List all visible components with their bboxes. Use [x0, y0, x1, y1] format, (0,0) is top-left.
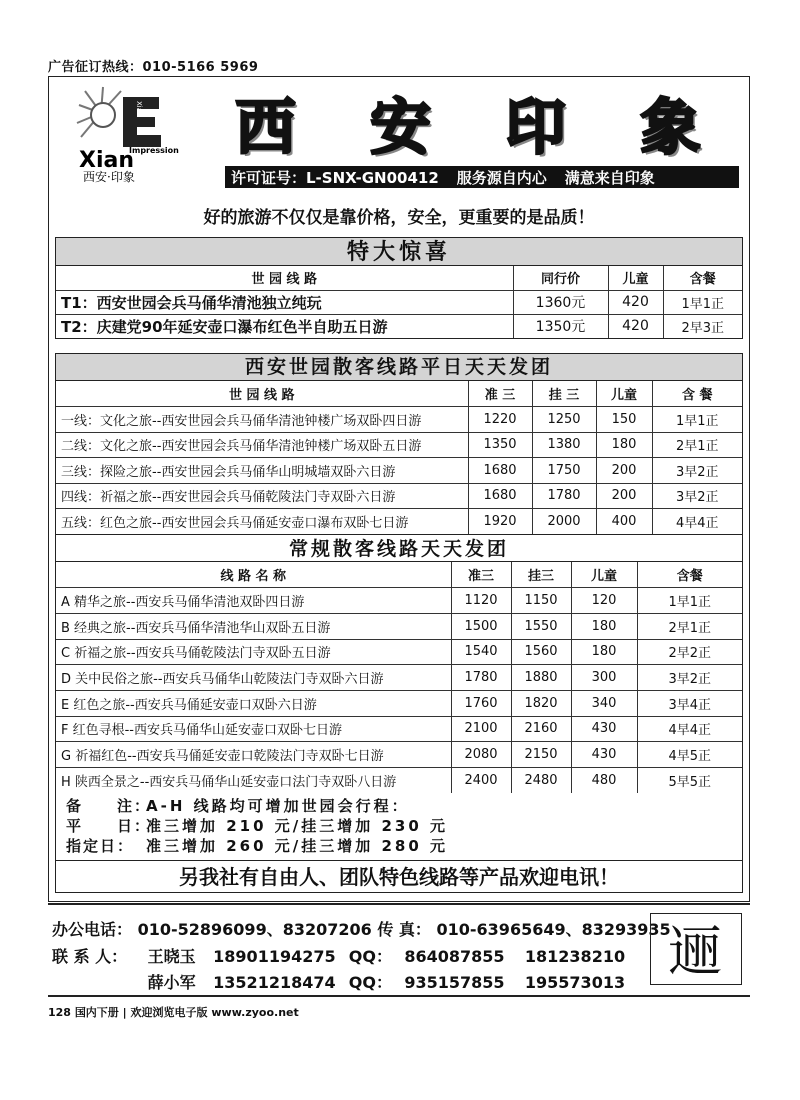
- col-header: 线 路 名 称: [56, 562, 451, 588]
- office-phone-row: [52, 917, 671, 940]
- motto-1: 服务源自内心: [456, 168, 547, 187]
- footer-separator: |: [122, 1006, 127, 1019]
- price-a: 1760: [451, 690, 511, 716]
- office-phone: 010-52896099、83207206: [137, 920, 372, 939]
- svg-text:Impression: Impression: [129, 146, 179, 155]
- child-price: 420: [608, 314, 663, 338]
- col-header: 含餐: [637, 562, 742, 588]
- table-row: [56, 407, 742, 433]
- table-row: [56, 742, 742, 768]
- note-text: 准三增加 260 元/挂三增加 280 元: [146, 837, 448, 856]
- note-text: 准三增加 210 元/挂三增加 230 元: [146, 817, 448, 836]
- route-name: 二线：文化之旅--西安世园会兵马俑华清池钟楼广场双卧五日游: [56, 432, 468, 458]
- route-name: D 关中民俗之旅--西安兵马俑华山乾陵法门寺双卧六日游: [56, 665, 451, 691]
- price-a: 1780: [451, 665, 511, 691]
- route-name: C 祈福之旅--西安兵马俑乾陵法门寺双卧五日游: [56, 639, 451, 665]
- table-row: [56, 639, 742, 665]
- child-price: 430: [571, 742, 637, 768]
- contact-person-row: [52, 970, 625, 993]
- table-row: [56, 716, 742, 742]
- price-b: 1150: [511, 588, 571, 614]
- title-char: 印: [505, 93, 568, 163]
- table-row: [56, 458, 742, 484]
- contact-name: 王晓玉: [147, 947, 196, 966]
- price-a: 1920: [468, 509, 532, 535]
- col-header: 同行价: [513, 266, 608, 290]
- route-name: E 红色之旅--西安兵马俑延安壶口双卧六日游: [56, 690, 451, 716]
- child-price: 200: [596, 458, 652, 484]
- peer-price: 1350元: [513, 314, 608, 338]
- qq-number: 181238210: [524, 947, 626, 966]
- table-header-row: [56, 381, 742, 407]
- calligraphy-seal: [650, 913, 742, 985]
- qq-label: QQ：: [348, 973, 392, 992]
- price-b: 2480: [511, 768, 571, 794]
- route-name: B 经典之旅--西安兵马俑华清池华山双卧五日游: [56, 613, 451, 639]
- col-header: 挂三: [511, 562, 571, 588]
- footer-url[interactable]: www.zyoo.net: [211, 1006, 299, 1019]
- meals: 2早1正: [652, 432, 742, 458]
- price-a: 1680: [468, 483, 532, 509]
- route-name: 一线：文化之旅--西安世园会兵马俑华清池钟楼广场双卧四日游: [56, 407, 468, 433]
- slogan: 好的旅游不仅仅是靠价格，安全，更重要的是品质！: [203, 208, 595, 228]
- price-a: 2080: [451, 742, 511, 768]
- fax-number: 010-63965649、83293935: [436, 920, 671, 939]
- price-b: 2150: [511, 742, 571, 768]
- fax-label: 传 真：: [377, 920, 431, 939]
- table-header-row: [56, 266, 742, 290]
- route-name: 五线：红色之旅--西安世园会兵马俑延安壶口瀑布双卧七日游: [56, 509, 468, 535]
- price-a: 1680: [468, 458, 532, 484]
- note-label: 备 注：: [66, 797, 152, 816]
- qq-number: 935157855: [404, 973, 505, 992]
- meals: 3早2正: [637, 665, 742, 691]
- table-row: [56, 588, 742, 614]
- col-header: 世 园 线 路: [56, 266, 513, 290]
- qq-number: 864087855: [404, 947, 505, 966]
- note-row: [66, 816, 742, 836]
- license-bar: [225, 166, 739, 188]
- expo-routes-title: 西安世园散客线路平日天天发团: [56, 354, 742, 381]
- qq-label: QQ：: [348, 947, 392, 966]
- col-header: 儿童: [596, 381, 652, 407]
- meals: 1早1正: [663, 290, 742, 314]
- main-frame: [48, 76, 750, 902]
- route-name: G 祈福红色--西安兵马俑延安壶口乾陵法门寺双卧七日游: [56, 742, 451, 768]
- motto-2: 满意来自印象: [564, 168, 655, 187]
- footer-section: 国内下册: [74, 1006, 119, 1019]
- regular-routes-title: 常规散客线路天天发团: [56, 534, 742, 562]
- note-label: 平 日：: [66, 817, 152, 836]
- meals: 3早2正: [652, 483, 742, 509]
- license-number: 许可证号：L-SNX-GN00412: [231, 168, 439, 187]
- child-price: 420: [608, 290, 663, 314]
- price-b: 2160: [511, 716, 571, 742]
- expo-routes-section: [55, 353, 743, 893]
- special-offer-title: 特大惊喜: [56, 238, 742, 266]
- price-b: 1250: [532, 407, 596, 433]
- table-row: [56, 432, 742, 458]
- child-price: 180: [596, 432, 652, 458]
- peer-price: 1360元: [513, 290, 608, 314]
- child-price: 400: [596, 509, 652, 535]
- svg-text:Xian: Xian: [135, 101, 143, 117]
- meals: 5早5正: [637, 768, 742, 794]
- child-price: 180: [571, 613, 637, 639]
- price-b: 1880: [511, 665, 571, 691]
- route-name: A 精华之旅--西安兵马俑华清池双卧四日游: [56, 588, 451, 614]
- child-price: 430: [571, 716, 637, 742]
- child-price: 180: [571, 639, 637, 665]
- final-banner: 另我社有自由人、团队特色线路等产品欢迎电讯！: [56, 860, 742, 892]
- child-price: 150: [596, 407, 652, 433]
- col-header: 含餐: [663, 266, 742, 290]
- title-char: 西: [235, 93, 298, 163]
- child-price: 120: [571, 588, 637, 614]
- price-a: 2100: [451, 716, 511, 742]
- price-b: 1380: [532, 432, 596, 458]
- contact-divider: [48, 903, 750, 905]
- col-header: 挂 三: [532, 381, 596, 407]
- note-row: [66, 796, 742, 816]
- contact-name: 薛小军: [147, 973, 196, 992]
- col-header: 儿童: [571, 562, 637, 588]
- col-header: 儿童: [608, 266, 663, 290]
- regular-routes-table: [56, 562, 742, 793]
- route-name: H 陕西全景之--西安兵马俑华山延安壶口法门寺双卧八日游: [56, 768, 451, 794]
- table-row: [56, 690, 742, 716]
- child-price: 340: [571, 690, 637, 716]
- page-number: 128: [48, 1006, 71, 1019]
- qq-number: 195573013: [524, 973, 626, 992]
- svg-text:西安·印象: 西安·印象: [83, 170, 135, 183]
- route-name: F 红色寻根--西安兵马俑华山延安壶口双卧七日游: [56, 716, 451, 742]
- route-name: 四线：祈福之旅--西安世园会兵马俑乾陵法门寺双卧六日游: [56, 483, 468, 509]
- price-b: 1550: [511, 613, 571, 639]
- route-name: T1：西安世园会兵马俑华清池独立纯玩: [56, 290, 513, 314]
- title-char: 象: [640, 93, 703, 163]
- title-char: 安: [370, 93, 433, 163]
- route-name: 三线：探险之旅--西安世园会兵马俑华山明城墙双卧六日游: [56, 458, 468, 484]
- table-row: [56, 768, 742, 794]
- contact-label: 联 系 人：: [52, 947, 128, 966]
- child-price: 200: [596, 483, 652, 509]
- table-row: [56, 290, 742, 314]
- price-a: 1500: [451, 613, 511, 639]
- table-row: [56, 483, 742, 509]
- price-b: 1750: [532, 458, 596, 484]
- table-header-row: [56, 562, 742, 588]
- ad-hotline: 广告征订热线：010-5166 5969: [48, 60, 259, 75]
- table-row: [56, 509, 742, 535]
- meals: 3早2正: [652, 458, 742, 484]
- meals: 4早4正: [652, 509, 742, 535]
- col-header: 含 餐: [652, 381, 742, 407]
- price-b: 1560: [511, 639, 571, 665]
- meals: 4早4正: [637, 716, 742, 742]
- footer-divider: [48, 995, 750, 997]
- special-offer-section: [55, 237, 743, 339]
- svg-text:Xian: Xian: [79, 148, 135, 173]
- price-a: 1120: [451, 588, 511, 614]
- contact-phone: 13521218474: [213, 973, 336, 992]
- notes: [56, 793, 742, 856]
- price-b: 2000: [532, 509, 596, 535]
- page-title: [199, 85, 739, 161]
- contact-person-row: [52, 944, 625, 967]
- xian-impression-logo: [71, 83, 191, 183]
- page-footer: [48, 1004, 299, 1020]
- route-name: T2：庆建党90年延安壶口瀑布红色半自助五日游: [56, 314, 513, 338]
- office-label: 办公电话：: [52, 920, 133, 939]
- meals: 2早1正: [637, 613, 742, 639]
- table-row: [56, 314, 742, 338]
- price-a: 1350: [468, 432, 532, 458]
- meals: 1早1正: [637, 588, 742, 614]
- meals: 2早3正: [663, 314, 742, 338]
- child-price: 300: [571, 665, 637, 691]
- col-header: 准三: [451, 562, 511, 588]
- meals: 4早5正: [637, 742, 742, 768]
- table-row: [56, 665, 742, 691]
- meals: 3早4正: [637, 690, 742, 716]
- price-a: 2400: [451, 768, 511, 794]
- col-header: 准 三: [468, 381, 532, 407]
- note-label: 指定日：: [66, 837, 135, 856]
- price-b: 1780: [532, 483, 596, 509]
- contact-phone: 18901194275: [213, 947, 336, 966]
- special-offer-table: [56, 266, 742, 338]
- table-row: [56, 613, 742, 639]
- col-header: 世 园 线 路: [56, 381, 468, 407]
- expo-routes-table: [56, 381, 742, 534]
- footer-text: 欢迎浏览电子版: [130, 1006, 208, 1019]
- price-a: 1220: [468, 407, 532, 433]
- note-row: [66, 836, 742, 856]
- child-price: 480: [571, 768, 637, 794]
- meals: 1早1正: [652, 407, 742, 433]
- note-text: A-H 线路均可增加世园会行程：: [146, 797, 410, 816]
- price-a: 1540: [451, 639, 511, 665]
- price-b: 1820: [511, 690, 571, 716]
- seal-glyph: 逦: [668, 920, 722, 983]
- meals: 2早2正: [637, 639, 742, 665]
